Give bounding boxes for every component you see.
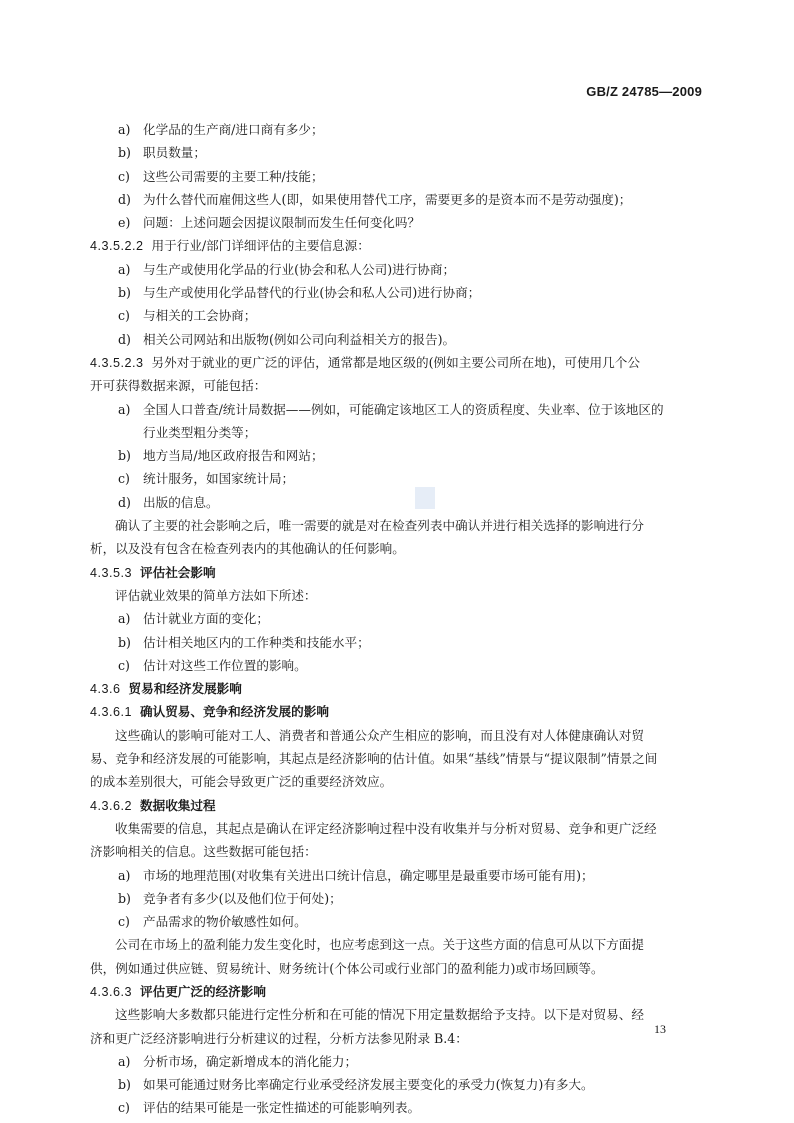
paragraph-first-line: 确认了主要的社会影响之后，唯一需要的就是对在检查列表中确认并进行相关选择的影响进行分	[115, 518, 644, 534]
section-number: 4.3.6.3	[90, 984, 133, 999]
section-number: 4.3.5.3	[90, 565, 133, 580]
list-item	[90, 887, 706, 910]
list-item	[90, 491, 706, 514]
section-heading	[90, 700, 706, 723]
paragraph-line: 开可获得数据来源，可能包括：	[90, 378, 267, 394]
list-item-text: 如果可能通过财务比率确定行业承受经济发展主要变化的承受力(恢复力)有多大。	[143, 1077, 594, 1093]
list-item-text: 市场的地理范围(对收集有关进出口统计信息，确定哪里是最重要市场可能有用)；	[143, 867, 594, 883]
paragraph-line: 济影响相关的信息。这些数据可能包括：	[90, 844, 317, 860]
list-item-text: 与生产或使用化学品的行业(协会和私人公司)进行协商；	[143, 261, 456, 277]
list-item-label: a)	[118, 401, 131, 417]
paragraph-first-line: 评估就业效果的简单方法如下所述：	[115, 587, 317, 603]
list-item	[90, 1096, 706, 1119]
list-item	[90, 188, 706, 211]
list-item-label: c)	[118, 168, 130, 184]
list-item-text: 这些公司需要的主要工种/技能；	[143, 168, 324, 184]
section-number: 4.3.6	[90, 682, 121, 697]
list-item-label: b)	[118, 634, 131, 650]
list-item-text: 产品需求的物价敏感性如何。	[143, 914, 307, 930]
paragraph-line: 行业类型粗分类等；	[143, 424, 257, 440]
list-item	[90, 211, 706, 234]
list-item-label: c)	[118, 471, 130, 487]
list-item	[90, 165, 706, 188]
list-item-text: 估计对这些工作位置的影响。	[143, 657, 307, 673]
section-heading	[90, 351, 706, 374]
section-heading	[90, 677, 706, 700]
section-title: 贸易和经济发展影响	[128, 681, 242, 697]
list-item	[90, 281, 706, 304]
document-body	[90, 118, 706, 1120]
list-item-label: b)	[118, 448, 131, 464]
list-item	[90, 631, 706, 654]
section-heading	[90, 980, 706, 1003]
list-item	[90, 1050, 706, 1073]
list-item-text: 出版的信息。	[143, 494, 219, 510]
list-item	[90, 398, 706, 421]
section-number: 4.3.5.2.2	[90, 239, 144, 254]
list-item	[90, 467, 706, 490]
list-item-text: 全国人口普查/统计局数据——例如，可能确定该地区工人的资质程度、失业率、位于该地区的	[143, 401, 664, 417]
list-item-label: b)	[118, 285, 131, 301]
list-item-label: a)	[118, 122, 131, 137]
list-item-label: a)	[118, 1053, 131, 1069]
section-title: 评估社会影响	[140, 564, 216, 580]
list-item-text: 化学品的生产商/进口商有多少；	[143, 122, 324, 137]
list-item-text: 与生产或使用化学品替代的行业(协会和私人公司)进行协商；	[143, 285, 481, 301]
list-item-label: c)	[118, 1100, 130, 1116]
list-item	[90, 1073, 706, 1096]
list-item-label: c)	[118, 914, 130, 930]
section-title: 评估更广泛的经济影响	[140, 983, 266, 999]
list-item-label: c)	[118, 657, 130, 673]
paragraph-line: 的成本差别很大，可能会导致更广泛的重要经济效应。	[90, 774, 393, 790]
list-item-label: d)	[118, 331, 131, 347]
list-item-label: b)	[118, 890, 131, 906]
section-title: 用于行业/部门详细评估的主要信息源：	[151, 238, 370, 254]
paragraph-line: 析，以及没有包含在检查列表内的其他确认的任何影响。	[90, 541, 405, 557]
list-item	[90, 118, 706, 141]
section-heading	[90, 234, 706, 257]
watermark-mark	[415, 487, 435, 509]
list-item	[90, 304, 706, 327]
list-item	[90, 328, 706, 351]
list-item-label: a)	[118, 611, 131, 627]
paragraph-line: 易、竞争和经济发展的可能影响，其起点是经济影响的估计值。如果“基线”情景与“提议限制”情景之间	[90, 751, 658, 767]
list-item-text: 统计服务，如国家统计局；	[143, 471, 295, 487]
section-number: 4.3.6.2	[90, 798, 133, 813]
list-item	[90, 141, 706, 164]
list-item-label: d)	[118, 191, 131, 207]
list-item-text: 职员数量；	[143, 145, 206, 161]
list-item-text: 地方当局/地区政府报告和网站；	[143, 448, 324, 464]
list-item-label: c)	[118, 308, 130, 324]
list-item	[90, 910, 706, 933]
section-number: 4.3.6.1	[90, 705, 133, 720]
list-item-label: a)	[118, 261, 131, 277]
list-item-label: a)	[118, 867, 131, 883]
list-item	[90, 654, 706, 677]
list-item-label: b)	[118, 145, 131, 161]
list-item	[90, 864, 706, 887]
standard-code-header: GB/Z 24785—2009	[586, 84, 702, 99]
list-item-text: 问题：上述问题会因提议限制而发生任何变化吗？	[143, 215, 421, 231]
list-item-text: 估计就业方面的变化；	[143, 611, 269, 627]
list-item-text: 估计相关地区内的工作种类和技能水平；	[143, 634, 370, 650]
section-number: 4.3.5.2.3	[90, 355, 144, 370]
list-item-label: b)	[118, 1077, 131, 1093]
section-heading	[90, 561, 706, 584]
page-number: 13	[654, 1022, 666, 1036]
section-heading	[90, 794, 706, 817]
paragraph-first-line: 收集需要的信息，其起点是确认在评定经济影响过程中没有收集并与分析对贸易、竞争和更广泛经	[115, 820, 657, 836]
list-item-text: 为什么替代而雇佣这些人(即，如果使用替代工序，需要更多的是资本而不是劳动强度)；	[143, 191, 632, 207]
section-title: 确认贸易、竞争和经济发展的影响	[140, 704, 329, 720]
paragraph-first-line: 公司在市场上的盈利能力发生变化时，也应考虑到这一点。关于这些方面的信息可从以下方面提	[115, 937, 644, 953]
section-title: 数据收集过程	[140, 797, 216, 813]
section-title: 另外对于就业的更广泛的评估，通常都是地区级的(例如主要公司所在地)，可使用几个公	[151, 354, 640, 370]
list-item-text: 与相关的工会协商；	[143, 308, 257, 324]
list-item-text: 竞争者有多少(以及他们位于何处)；	[143, 890, 342, 906]
list-item	[90, 258, 706, 281]
paragraph-first-line: 这些影响大多数都只能进行定性分析和在可能的情况下用定量数据给予支持。以下是对贸易、经	[115, 1007, 644, 1023]
paragraph-line: 济和更广泛经济影响进行分析建议的过程，分析方法参见附录 B.4：	[90, 1030, 468, 1046]
list-item-text: 相关公司网站和出版物(例如公司向利益相关方的报告)。	[143, 331, 456, 347]
paragraph-line: 供，例如通过供应链、贸易统计、财务统计(个体公司或行业部门的盈利能力)或市场回顾等。	[90, 960, 604, 976]
list-item-label: e)	[118, 215, 131, 231]
list-item-label: d)	[118, 494, 131, 510]
list-item-text: 评估的结果可能是一张定性描述的可能影响列表。	[143, 1100, 421, 1116]
list-item	[90, 607, 706, 630]
list-item-text: 分析市场，确定新增成本的消化能力；	[143, 1053, 358, 1069]
list-item	[90, 444, 706, 467]
paragraph-first-line: 这些确认的影响可能对工人、消费者和普通公众产生相应的影响，而且没有对人体健康确认对贸	[115, 727, 644, 743]
